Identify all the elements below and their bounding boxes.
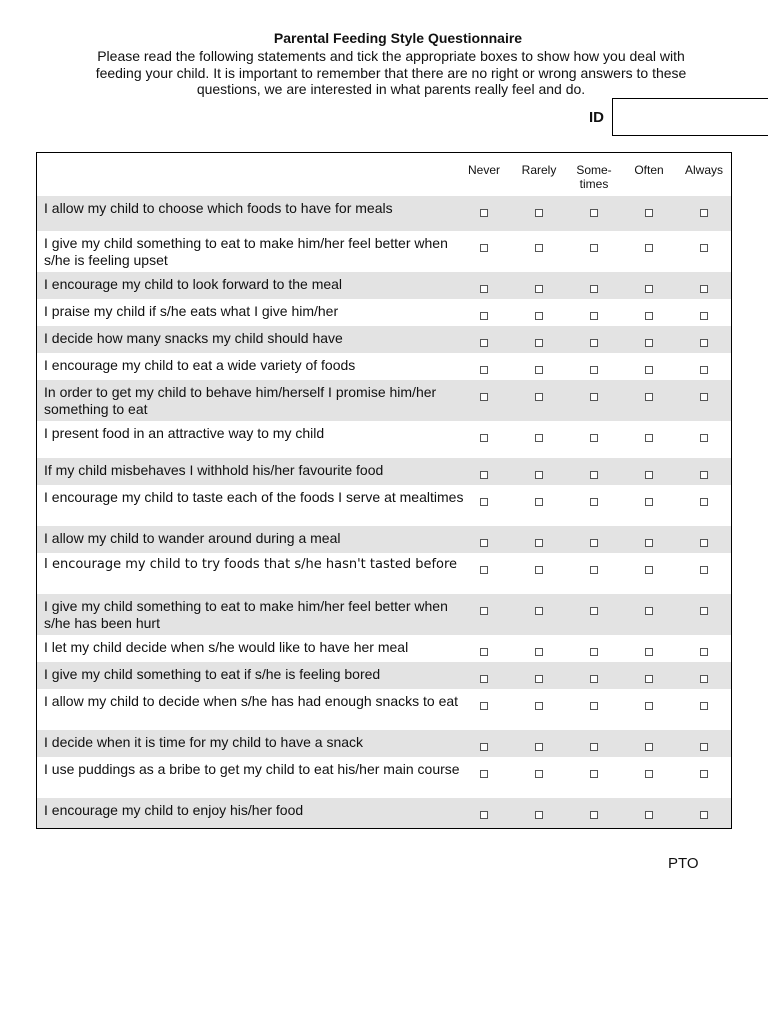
checkbox-often[interactable]	[645, 471, 653, 479]
checkbox-never[interactable]	[480, 770, 488, 778]
question-text: I give my child something to eat to make him/her feel better when s/he is feeling upset	[44, 235, 448, 268]
checkbox-often[interactable]	[645, 743, 653, 751]
checkbox-always[interactable]	[700, 607, 708, 615]
checkbox-sometimes[interactable]	[590, 312, 598, 320]
question-row	[37, 553, 731, 594]
checkbox-always[interactable]	[700, 811, 708, 819]
checkbox-never[interactable]	[480, 539, 488, 547]
checkbox-sometimes[interactable]	[590, 498, 598, 506]
checkbox-sometimes[interactable]	[590, 648, 598, 656]
checkbox-never[interactable]	[480, 498, 488, 506]
question-text: In order to get my child to behave him/herself I promise him/her something to eat	[44, 384, 437, 417]
checkbox-always[interactable]	[700, 539, 708, 547]
checkbox-sometimes[interactable]	[590, 675, 598, 683]
question-text: I let my child decide when s/he would like to have her meal	[44, 639, 409, 655]
column-header-always: Always	[684, 163, 723, 177]
column-header-rarely: Rarely	[521, 163, 557, 177]
checkbox-often[interactable]	[645, 498, 653, 506]
checkbox-rarely[interactable]	[535, 209, 543, 217]
checkbox-sometimes[interactable]	[590, 471, 598, 479]
checkbox-rarely[interactable]	[535, 566, 543, 574]
checkbox-always[interactable]	[700, 743, 708, 751]
question-row	[37, 380, 731, 421]
question-row	[37, 196, 731, 231]
checkbox-never[interactable]	[480, 811, 488, 819]
checkbox-often[interactable]	[645, 285, 653, 293]
column-header-sometimes: Some- times	[576, 163, 612, 191]
checkbox-sometimes[interactable]	[590, 702, 598, 710]
checkbox-sometimes[interactable]	[590, 607, 598, 615]
checkbox-never[interactable]	[480, 743, 488, 751]
checkbox-rarely[interactable]	[535, 675, 543, 683]
checkbox-sometimes[interactable]	[590, 209, 598, 217]
question-row	[37, 272, 731, 299]
checkbox-always[interactable]	[700, 209, 708, 217]
checkbox-never[interactable]	[480, 285, 488, 293]
checkbox-never[interactable]	[480, 675, 488, 683]
question-text: I allow my child to wander around during a meal	[44, 530, 341, 546]
checkbox-often[interactable]	[645, 648, 653, 656]
question-text: I give my child something to eat to make him/her feel better when s/he has been hurt	[44, 598, 448, 631]
checkbox-always[interactable]	[700, 648, 708, 656]
question-text: I encourage my child to eat a wide variety of foods	[44, 357, 356, 373]
checkbox-often[interactable]	[645, 312, 653, 320]
question-text: I encourage my child to look forward to the meal	[44, 276, 343, 292]
checkbox-often[interactable]	[645, 675, 653, 683]
checkbox-sometimes[interactable]	[590, 393, 598, 401]
checkbox-often[interactable]	[645, 393, 653, 401]
checkbox-often[interactable]	[645, 209, 653, 217]
question-row	[37, 353, 731, 380]
checkbox-sometimes[interactable]	[590, 811, 598, 819]
question-text: I decide when it is time for my child to have a snack	[44, 734, 364, 750]
checkbox-rarely[interactable]	[535, 607, 543, 615]
question-row	[37, 689, 731, 730]
checkbox-sometimes[interactable]	[590, 244, 598, 252]
checkbox-sometimes[interactable]	[590, 285, 598, 293]
checkbox-rarely[interactable]	[535, 498, 543, 506]
checkbox-always[interactable]	[700, 702, 708, 710]
checkbox-always[interactable]	[700, 498, 708, 506]
checkbox-never[interactable]	[480, 366, 488, 374]
checkbox-always[interactable]	[700, 312, 708, 320]
column-header-often: Often	[634, 163, 664, 177]
id-label: ID	[589, 109, 604, 126]
question-text: I use puddings as a bribe to get my child to eat his/her main course	[44, 761, 460, 777]
checkbox-never[interactable]	[480, 339, 488, 347]
checkbox-rarely[interactable]	[535, 312, 543, 320]
checkbox-often[interactable]	[645, 566, 653, 574]
question-text: I encourage my child to enjoy his/her food	[44, 802, 304, 818]
checkbox-sometimes[interactable]	[590, 539, 598, 547]
page-title: Parental Feeding Style Questionnaire	[273, 30, 523, 46]
checkbox-rarely[interactable]	[535, 648, 543, 656]
checkbox-always[interactable]	[700, 471, 708, 479]
checkbox-sometimes[interactable]	[590, 743, 598, 751]
checkbox-often[interactable]	[645, 811, 653, 819]
checkbox-sometimes[interactable]	[590, 366, 598, 374]
checkbox-often[interactable]	[645, 607, 653, 615]
checkbox-sometimes[interactable]	[590, 566, 598, 574]
checkbox-never[interactable]	[480, 393, 488, 401]
checkbox-always[interactable]	[700, 770, 708, 778]
checkbox-never[interactable]	[480, 702, 488, 710]
checkbox-always[interactable]	[700, 244, 708, 252]
question-text: I praise my child if s/he eats what I give him/her	[44, 303, 339, 319]
question-row	[37, 231, 731, 272]
checkbox-often[interactable]	[645, 539, 653, 547]
checkbox-never[interactable]	[480, 209, 488, 217]
question-row	[37, 662, 731, 689]
checkbox-always[interactable]	[700, 434, 708, 442]
checkbox-never[interactable]	[480, 607, 488, 615]
question-row	[37, 326, 731, 353]
checkbox-rarely[interactable]	[535, 366, 543, 374]
checkbox-always[interactable]	[700, 339, 708, 347]
checkbox-never[interactable]	[480, 434, 488, 442]
question-row	[37, 594, 731, 635]
checkbox-rarely[interactable]	[535, 743, 543, 751]
question-text: I allow my child to decide when s/he has had enough snacks to eat	[44, 693, 459, 709]
checkbox-never[interactable]	[480, 312, 488, 320]
pto-note: PTO	[668, 855, 699, 872]
checkbox-rarely[interactable]	[535, 285, 543, 293]
checkbox-never[interactable]	[480, 566, 488, 574]
id-field[interactable]	[612, 98, 768, 136]
checkbox-often[interactable]	[645, 702, 653, 710]
checkbox-never[interactable]	[480, 471, 488, 479]
checkbox-rarely[interactable]	[535, 393, 543, 401]
checkbox-rarely[interactable]	[535, 471, 543, 479]
checkbox-always[interactable]	[700, 285, 708, 293]
checkbox-always[interactable]	[700, 366, 708, 374]
checkbox-rarely[interactable]	[535, 244, 543, 252]
checkbox-rarely[interactable]	[535, 539, 543, 547]
checkbox-often[interactable]	[645, 339, 653, 347]
question-text: I encourage my child to try foods that s/he hasn't tasted before	[44, 557, 458, 572]
checkbox-often[interactable]	[645, 434, 653, 442]
checkbox-often[interactable]	[645, 244, 653, 252]
checkbox-sometimes[interactable]	[590, 339, 598, 347]
question-text: I encourage my child to taste each of the foods I serve at mealtimes	[44, 489, 464, 505]
checkbox-rarely[interactable]	[535, 339, 543, 347]
checkbox-always[interactable]	[700, 566, 708, 574]
column-header-never: Never	[467, 163, 500, 177]
checkbox-always[interactable]	[700, 675, 708, 683]
question-text: I decide how many snacks my child should have	[44, 330, 343, 346]
questionnaire-table	[36, 152, 732, 829]
instructions: Please read the following statements and tick the appropriate boxes to show how you deal with feeding your child. It is important to remember that there are no right or wrong answers to these questions, we are interested in what parents really feel and do.	[95, 48, 687, 97]
checkbox-often[interactable]	[645, 366, 653, 374]
question-text: I allow my child to choose which foods to have for meals	[44, 200, 393, 216]
checkbox-sometimes[interactable]	[590, 434, 598, 442]
question-row	[37, 485, 731, 526]
question-row	[37, 757, 731, 798]
checkbox-often[interactable]	[645, 770, 653, 778]
checkbox-rarely[interactable]	[535, 434, 543, 442]
question-row	[37, 526, 731, 553]
question-text: I present food in an attractive way to my child	[44, 425, 325, 441]
question-row	[37, 798, 731, 829]
question-text: If my child misbehaves I withhold his/her favourite food	[44, 462, 384, 478]
question-row	[37, 299, 731, 326]
checkbox-rarely[interactable]	[535, 770, 543, 778]
checkbox-never[interactable]	[480, 648, 488, 656]
checkbox-always[interactable]	[700, 393, 708, 401]
checkbox-sometimes[interactable]	[590, 770, 598, 778]
question-row	[37, 421, 731, 458]
checkbox-never[interactable]	[480, 244, 488, 252]
checkbox-rarely[interactable]	[535, 811, 543, 819]
question-text: I give my child something to eat if s/he is feeling bored	[44, 666, 381, 682]
question-row	[37, 635, 731, 662]
checkbox-rarely[interactable]	[535, 702, 543, 710]
question-row	[37, 730, 731, 757]
question-row	[37, 458, 731, 485]
